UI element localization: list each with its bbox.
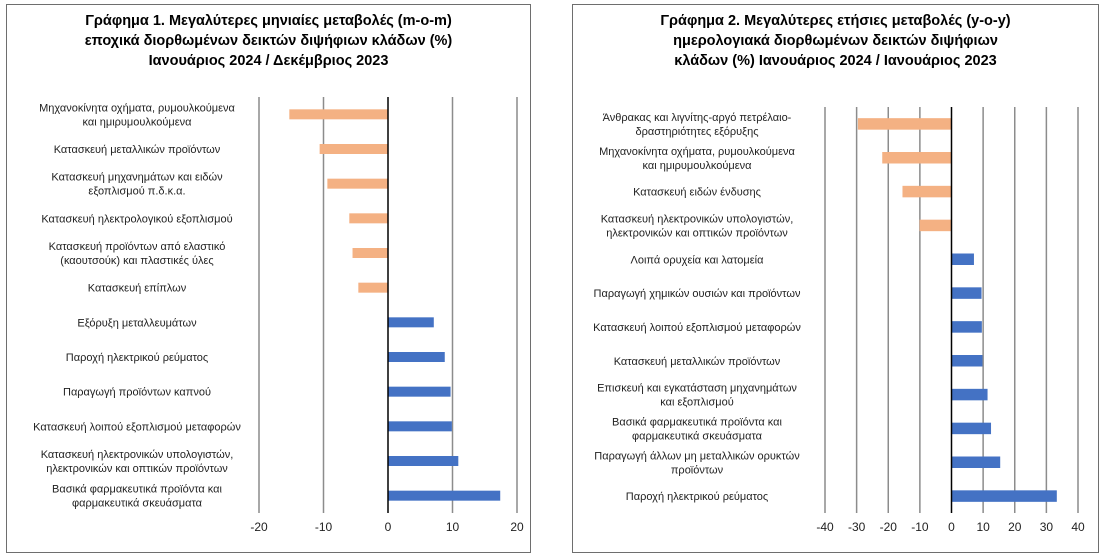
chart-2-x-tick-label-6: 20 — [1008, 520, 1022, 534]
chart-1-category-label-11: Βασικά φαρμακευτικά προϊόντα και φαρμακευτικά σκευάσματα — [52, 483, 222, 510]
chart-2-x-tick-label-4: 0 — [948, 520, 955, 534]
chart-2-bar-2 — [902, 186, 951, 198]
chart-2-bar-0 — [858, 118, 952, 129]
chart-1-bar-4 — [353, 248, 388, 258]
chart-2-category-label-6: Κατασκευή λοιπού εξοπλισμού μεταφορών — [593, 321, 801, 334]
chart-1-bar-1 — [320, 144, 388, 154]
chart-2-x-tick-label-5: 10 — [976, 520, 990, 534]
chart-2-category-label-8: Επισκευή και εγκατάσταση μηχανημάτων και εξοπλισμού — [597, 382, 797, 409]
chart-2-bar-11 — [952, 490, 1057, 502]
chart-1-plot — [7, 5, 532, 554]
chart-2-x-tick-label-1: -30 — [847, 520, 866, 534]
chart-2-category-label-5: Παραγωγή χημικών ουσιών και προϊόντων — [593, 288, 801, 301]
chart-2-category-label-7: Κατασκευή μεταλλικών προϊόντων — [613, 355, 781, 368]
chart-2-bar-7 — [952, 355, 983, 367]
chart-2-x-tick-label-7: 30 — [1039, 520, 1054, 534]
chart-1-x-tick-label-1: -10 — [314, 520, 333, 534]
chart-2-category-label-11: Παροχή ηλεκτρικού ρεύματος — [625, 491, 769, 504]
chart-1-category-label-5: Κατασκευή επίπλων — [87, 282, 187, 295]
chart-1-bar-3 — [349, 213, 388, 223]
chart-2-x-tick-label-8: 40 — [1071, 520, 1085, 534]
chart-1-category-label-0: Μηχανοκίνητα οχήματα, ρυμουλκούμενα και ημιρυμουλκούμενα — [39, 102, 235, 129]
chart-2-category-label-9: Βασικά φαρμακευτικά προϊόντα και φαρμακευτικά σκευάσματα — [612, 416, 782, 443]
chart-2-category-label-3: Κατασκευή ηλεκτρονικών υπολογιστών, ηλεκτρονικών και οπτικών προϊόντων — [600, 213, 794, 240]
chart-1-category-label-1: Κατασκευή μεταλλικών προϊόντων — [53, 144, 221, 156]
chart-1-category-label-9: Κατασκευή λοιπού εξοπλισμού μεταφορών — [33, 421, 241, 434]
chart-2-plot — [573, 5, 1100, 554]
chart-1-bar-11 — [388, 491, 500, 501]
chart-1-title-line-3: Ιανουάριος 2024 / Δεκέμβριος 2023 — [148, 53, 389, 69]
chart-2-bar-9 — [952, 423, 992, 435]
chart-2-title-line-1: Γράφημα 2. Μεγαλύτερες ετήσιες μεταβολές (y-o-y) — [660, 13, 1011, 29]
chart-2-title-line-2: ημερολογιακά διορθωμένων δεικτών διψήφιων — [673, 33, 998, 49]
chart-1-bar-5 — [358, 283, 388, 293]
chart-1-x-tick-label-2: 0 — [384, 520, 392, 534]
chart-1-title-line-1: Γράφημα 1. Μεγαλύτερες μηνιαίες μεταβολές (m-o-m) — [85, 13, 452, 29]
chart-2-title-line-3: κλάδων (%) Ιανουάριος 2024 / Ιανουάριος 2023 — [674, 53, 997, 69]
chart-2-category-label-4: Λοιπά ορυχεία και λατομεία — [630, 254, 764, 267]
chart-2-x-tick-label-2: -20 — [879, 520, 897, 534]
chart-2-bar-4 — [952, 254, 974, 266]
chart-2-bar-1 — [882, 152, 951, 164]
chart-1-category-label-8: Παραγωγή προϊόντων καπνού — [63, 386, 211, 399]
chart-1-category-label-4: Κατασκευή προϊόντων από ελαστικό (καουτσούκ) και πλαστικές ύλες — [48, 241, 226, 267]
chart-1-bar-7 — [388, 352, 445, 362]
chart-2-category-label-2: Κατασκευή ειδών ένδυσης — [633, 186, 761, 199]
chart-1-category-label-7: Παροχή ηλεκτρικού ρεύματος — [65, 352, 209, 364]
chart-1-bar-9 — [388, 421, 452, 431]
chart-panel-1 — [6, 4, 531, 553]
chart-2-bar-3 — [920, 220, 952, 232]
chart-1-category-label-2: Κατασκευή μηχανημάτων και ειδών εξοπλισμού π.δ.κ.α. — [51, 171, 223, 198]
chart-2-x-tick-label-0: -40 — [816, 520, 834, 534]
chart-1-bar-0 — [289, 109, 388, 119]
chart-1-bar-10 — [388, 456, 458, 466]
chart-2-category-label-0: Άνθρακας και λιγνίτης-αργό πετρέλαιο-δραστηριότητες εξόρυξης — [602, 111, 792, 138]
chart-1-category-label-3: Κατασκευή ηλεκτρολογικού εξοπλισμού — [41, 213, 233, 226]
chart-panel-2 — [572, 4, 1099, 553]
chart-1-x-tick-label-3: 10 — [445, 520, 460, 534]
chart-1-x-tick-label-0: -20 — [250, 520, 268, 534]
chart-1-category-label-6: Εξόρυξη μεταλλευμάτων — [77, 317, 197, 330]
chart-1-x-tick-label-4: 20 — [510, 520, 524, 534]
chart-2-bar-6 — [952, 321, 982, 333]
chart-1-bar-2 — [327, 179, 388, 189]
chart-2-bar-8 — [952, 389, 988, 401]
chart-2-x-tick-label-3: -10 — [911, 520, 929, 534]
chart-2-bar-5 — [952, 287, 982, 299]
chart-2-bar-10 — [952, 457, 1001, 469]
chart-1-bar-8 — [388, 387, 451, 397]
chart-1-bar-6 — [388, 317, 434, 327]
chart-2-category-label-10: Παραγωγή άλλων μη μεταλλικών ορυκτών προϊόντων — [594, 450, 800, 477]
chart-2-category-label-1: Μηχανοκίνητα οχήματα, ρυμουλκούμενα και ημιρυμουλκούμενα — [599, 145, 795, 172]
chart-1-title-line-2: εποχικά διορθωμένων δεικτών διψήφιων κλάδων (%) — [84, 33, 453, 49]
chart-1-category-label-10: Κατασκευή ηλεκτρονικών υπολογιστών, ηλεκτρονικών και οπτικών προϊόντων — [40, 449, 234, 475]
